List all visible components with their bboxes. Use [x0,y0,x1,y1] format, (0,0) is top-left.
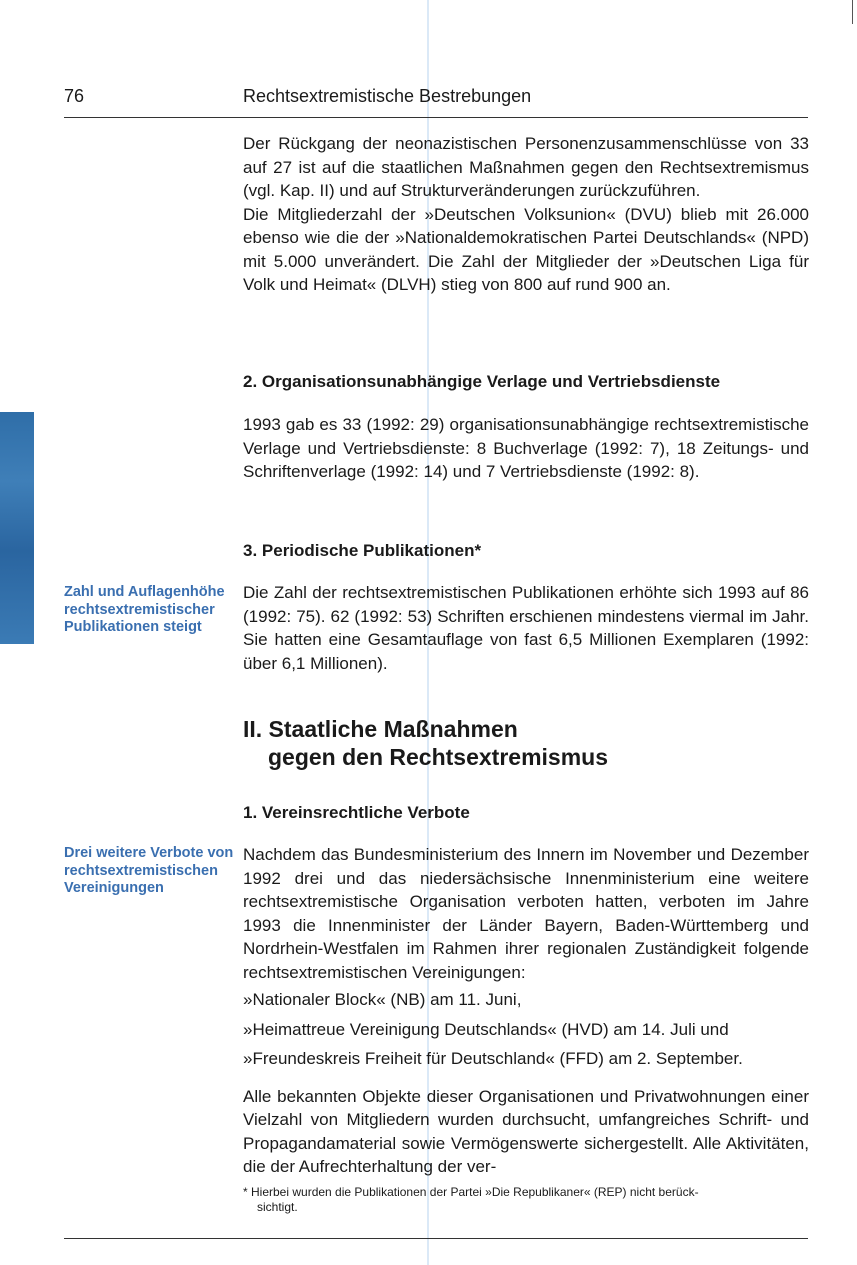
subsection-1-paragraph: Nachdem das Bundesministerium des Innern im November und Dezember 1992 drei und das niedersächsische Innenministerium eine weitere rechtsextremistische Organisation verboten hatten, verboten im Jahre 1993 die Innenminister der Länder Bayern, Baden-Württemberg und Nordrhein-Westfalen im Rahmen ihrer regionalen Zuständigkeit folgende rechtsextremistischen Vereinigungen: [243,845,809,982]
chapter-title-line-2: gegen den Rechtsextremismus [268,744,609,770]
subsection-1-closing-paragraph: Alle bekannten Objekte dieser Organisationen und Privatwohnungen einer Vielzahl von Mitgliedern wurden durchsucht, umfangreiches Schrift- und Propagandamaterial sowie Vermögenswerte sichergestellt. Alle Aktivitäten, die der Aufrechterhaltung der ver- [243,1086,809,1176]
subsection-1-heading: 1. Vereinsrechtliche Verbote [243,803,470,822]
page-number: 76 [64,86,85,106]
section-3-block [243,581,809,675]
intro-block [243,132,809,297]
section-3-paragraph: Die Zahl der rechtsextremistischen Publikationen erhöhte sich 1993 auf 86 (1992: 75). 62 (1992: 53) Schriften erschienen mindestens viermal im Jahr. Sie hatten eine Gesamtauflage von fast 6,5 Millionen Exemplaren (1992: über 6,1 Millionen). [243,583,809,673]
ban-list-item: »Freundeskreis Freiheit für Deutschland« (FFD) am 2. September. [243,1049,743,1068]
subsection-1-block [243,843,809,1179]
ban-list-item: »Heimattreue Vereinigung Deutschlands« (HVD) am 14. Juli und [243,1019,729,1039]
section-3-heading: 3. Periodische Publikationen* [243,541,482,560]
page-edge-mark [852,0,853,24]
ban-list-item: »Nationaler Block« (NB) am 11. Juni, [243,990,522,1009]
ban-list [243,988,809,1071]
running-title: Rechtsextremistische Bestrebungen [243,86,532,106]
section-2-paragraph: 1993 gab es 33 (1992: 29) organisationsunabhängige rechtsextremistische Verlage und Vertriebsdienste: 8 Buchverlage (1992: 7), 18 Zeitungs- und Schriftenverlage (1992: 14) und 7 Vertriebsdienste (1992: 8). [243,415,809,481]
footer-rule [64,1238,808,1239]
chapter-thumb-tab [0,412,34,644]
header-rule [64,117,808,118]
intro-paragraph-2: Die Mitgliederzahl der »Deutschen Volksunion« (DVU) blieb mit 26.000 ebenso wie die der »Nationaldemokratischen Partei Deutschlands« (NPD) mit 5.000 unverändert. Die Zahl der Mitglieder der »Deutschen Liga für Volk und Heimat« (DLVH) stieg von 800 auf rund 900 an. [243,204,809,294]
footnote [243,1185,809,1215]
footnote-line-1: * Hierbei wurden die Publikationen der Partei »Die Republikaner« (REP) nicht berück- [243,1185,699,1199]
marginal-note-publications: Zahl und Auflagenhöhe rechtsextremistischer Publikationen steigt [64,584,225,635]
footnote-line-2: sichtigt. [257,1200,298,1214]
chapter-title [243,715,608,771]
section-2-heading: 2. Organisationsunabhängige Verlage und Vertriebsdienste [243,372,721,391]
marginal-note-bans: Drei weitere Verbote von rechtsextremistischen Vereinigungen [64,845,234,896]
intro-paragraph-1: Der Rückgang der neonazistischen Personenzusammenschlüsse von 33 auf 27 ist auf die staatlichen Maßnahmen gegen den Rechtsextremismus (vgl. Kap. II) und auf Strukturveränderungen zurückzuführen. [243,134,809,200]
section-2-block [243,413,809,484]
chapter-title-line-1: II. Staatliche Maßnahmen [243,716,518,742]
